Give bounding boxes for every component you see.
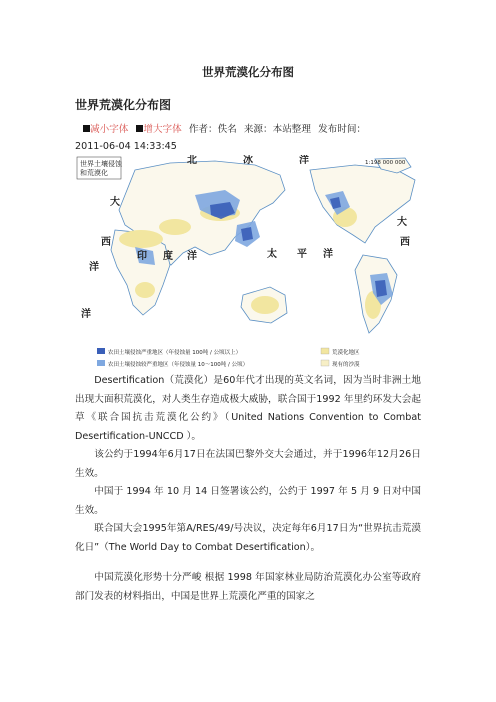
ocean-label: 北 [187, 155, 197, 166]
publish-label: 发布时间： [318, 124, 367, 135]
source-label: 来源：本站整理 [243, 124, 311, 135]
ocean-label: 大 [110, 197, 120, 208]
ocean-label: 洋 [299, 155, 309, 166]
square-bullet-icon [83, 125, 90, 132]
ocean-label: 大 [397, 217, 407, 228]
paragraph-5: 中国荒漠化形势十分严峻 根据 1998 年国家林业局防治荒漠化办公室等政府部门发表的材料指出，中国是世界上荒漠化严重的国家之 [75, 572, 421, 602]
author-label: 作者：佚名 [188, 124, 237, 135]
map-title-line-1: 世界土壤侵蚀 [80, 160, 122, 168]
legend-severe: 农田土壤侵蚀严重地区（年侵蚀量 100吨 / 公顷以上） [108, 350, 242, 356]
increase-font-link[interactable]: 增大字体 [143, 124, 182, 135]
ocean-label: 洋 [187, 251, 197, 262]
ocean-label: 度 [163, 251, 173, 262]
map-scale: 1:198 000 000 [365, 160, 406, 166]
paragraph-4: 联合国大会1995年第A/RES/49/号决议，决定每年6月17日为“世界抗击荒漠化日”（The World Day to Combat Desertification）。 [75, 523, 421, 553]
article-title: 世界荒漠化分布图 [75, 98, 172, 112]
legend-desert: 现有的沙漠 [332, 362, 360, 368]
ocean-label: 平 [297, 249, 307, 260]
article-body [75, 372, 421, 606]
ocean-label: 洋 [81, 309, 91, 320]
ocean-label: 西 [101, 237, 111, 248]
paragraph-3: 中国于 1994 年 10 月 14 日签署该公约，公约于 1997 年 5 月 9 日对中国生效。 [75, 486, 421, 516]
article-meta [75, 121, 421, 155]
paragraph-1: Desertification（荒漠化）是60年代才出现的英文名词，因为当时非洲土地出现大面积荒漠化，对人类生存造成极大威胁，联合国于1992 年里约环发大会起草《联合国抗击荒漠化公约》（United Nations Convention to Combat Desertification-UNCCD ）。 [75, 375, 421, 442]
ocean-label: 太 [267, 249, 277, 260]
paragraph-2: 该公约于1994年6月17日在法国巴黎外交大会通过，并于1996年12月26日生效。 [75, 449, 421, 479]
ocean-label: 洋 [323, 249, 333, 260]
ocean-label: 冰 [243, 155, 253, 166]
world-desertification-map [75, 155, 420, 370]
decrease-font-link[interactable]: 减小字体 [90, 124, 129, 135]
map-title-line-2: 和荒漠化 [80, 169, 108, 177]
ocean-label: 洋 [89, 262, 99, 273]
legend-desertification: 荒漠化地区 [332, 350, 360, 356]
ocean-label: 西 [400, 237, 410, 248]
ocean-label: 印 [137, 251, 147, 262]
publish-time: 2011-06-04 14:33:45 [75, 141, 177, 152]
legend-moderate: 农田土壤侵蚀较严重地区（年侵蚀量 10～100吨 / 公顷） [108, 362, 249, 368]
page-title: 世界荒漠化分布图 [202, 65, 294, 79]
